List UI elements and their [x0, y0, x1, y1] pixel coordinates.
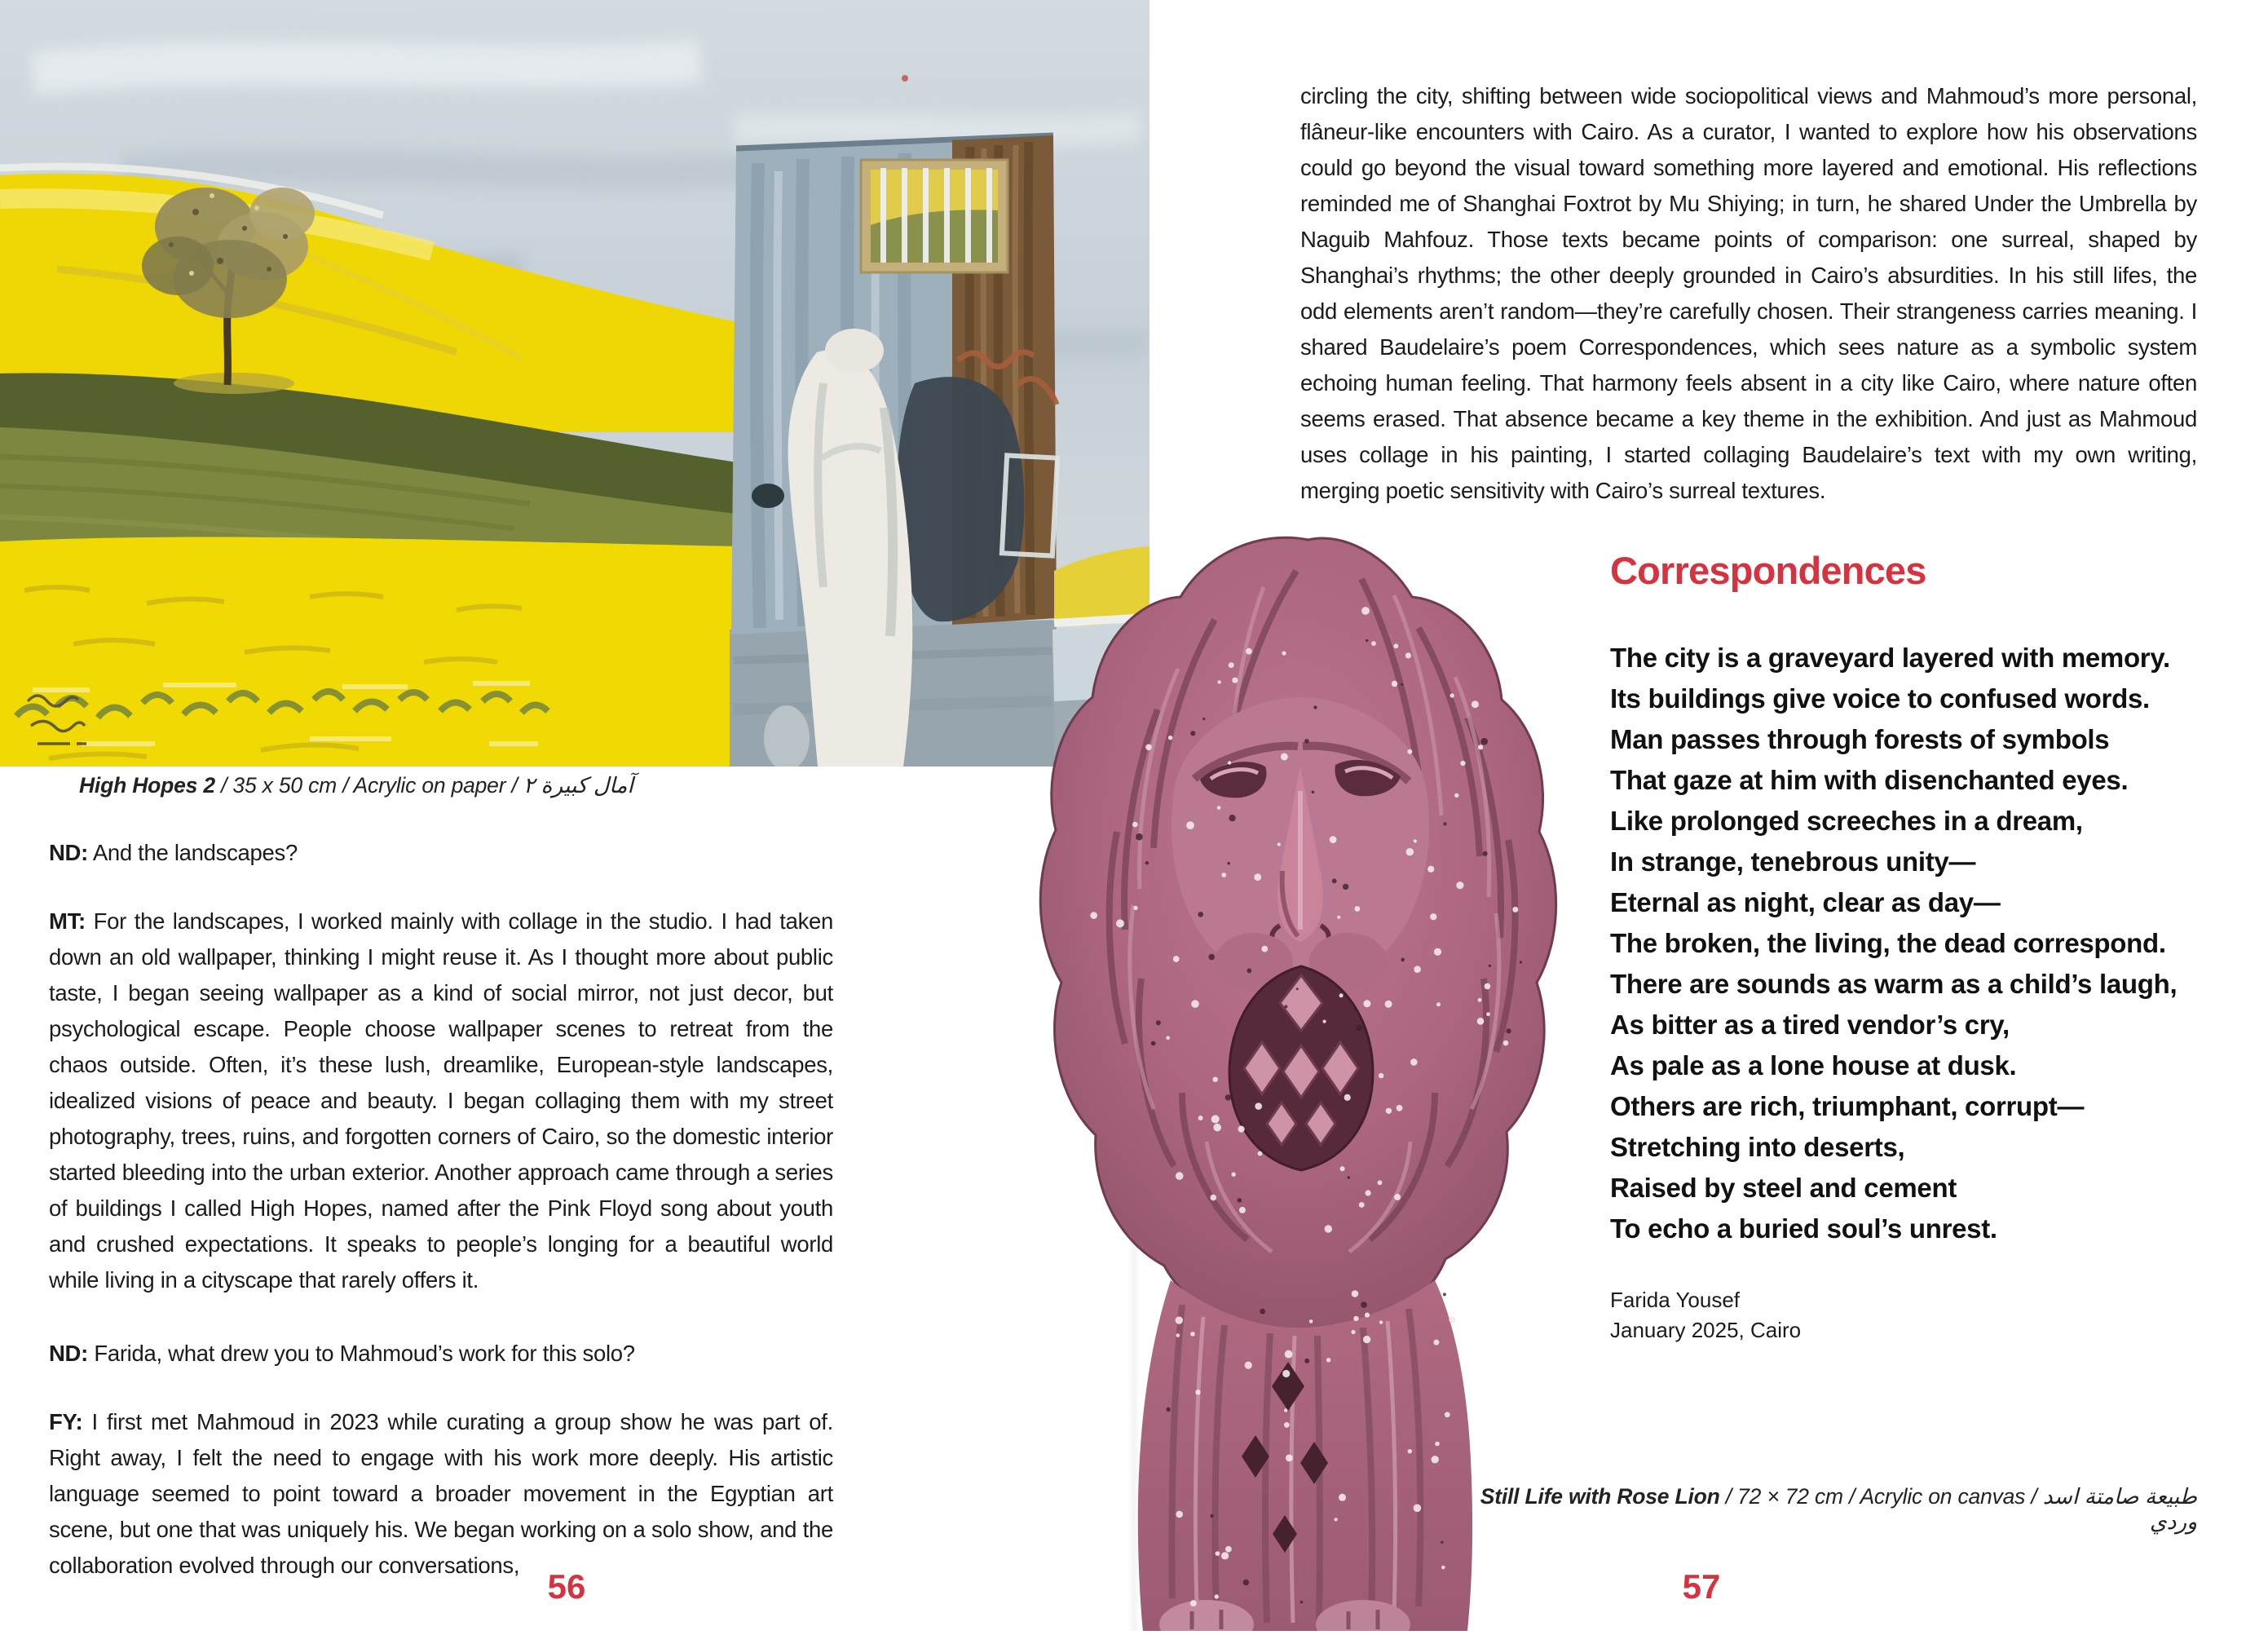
poem-line: The city is a graveyard layered with memory.: [1610, 643, 2170, 673]
interview-answer: [49, 1404, 833, 1584]
building: [730, 135, 1057, 767]
interview-question: [49, 1336, 833, 1372]
interview-column: [49, 835, 833, 1616]
speaker-label: FY:: [49, 1409, 83, 1434]
answer-text: I first met Mahmoud in 2023 while curating a group show he was part of. Right away, I felt the need to engage with his work more deeply. His artistic language seemed to point toward a broader movement in the Egyptian art scene, but one that was uniquely his. We began working on a solo show, and the collaboration evolved through our conversations,: [49, 1409, 833, 1578]
poem-line: To echo a buried soul’s unrest.: [1610, 1213, 1997, 1244]
poem-line: There are sounds as warm as a child’s laugh,: [1610, 969, 2178, 999]
right-caption-arabic: طبيعة صامتة اسد وردي: [2042, 1484, 2197, 1534]
speaker-label: ND:: [49, 1341, 88, 1366]
page-number-left: 56: [547, 1567, 586, 1606]
page-number-right: 57: [1682, 1567, 1721, 1606]
right-caption-title: Still Life with Rose Lion: [1480, 1484, 1720, 1509]
left-caption-details: / 35 x 50 cm / Acrylic on paper /: [214, 773, 523, 798]
left-artwork-caption: [79, 773, 1090, 798]
poem-line: Others are rich, triumphant, corrupt—: [1610, 1091, 2085, 1121]
right-paragraph: circling the city, shifting between wide sociopolitical views and Mahmoud’s more personal, flâneur-like encounters with Cairo. As a curator, I wanted to explore how his observations could go beyond the visual toward something more layered and emotional. His reflections reminded me of Shanghai Foxtrot by Mu Shiying; in turn, he shared Under the Umbrella by Naguib Mahfouz. Those texts became points of comparison: one surreal, shaped by Shanghai’s rhythms; the other deeply grounded in Cairo’s absurdities. In his still lifes, the odd elements aren’t random—they’re carefully chosen. Their strangeness carries meaning. I shared Baudelaire’s poem Correspondences, which sees nature as a symbolic system echoing human feeling. That harmony feels absent in a city like Cairo, where nature often seems erased. That absence became a key theme in the exhibition. And just as Mahmoud uses collage in his painting, I started collaging Baudelaire’s text with my own writing, merging poetic sensitivity with Cairo’s surreal textures.: [1300, 83, 2197, 503]
speaker-label: ND:: [49, 840, 88, 865]
question-text: Farida, what drew you to Mahmoud’s work for this solo?: [94, 1341, 635, 1366]
interview-question: [49, 835, 833, 871]
left-caption-title: High Hopes 2: [79, 773, 215, 798]
poem-line: As pale as a lone house at dusk.: [1610, 1050, 2017, 1080]
barred-window: [861, 160, 1008, 272]
poem-line: Its buildings give voice to confused words.: [1610, 683, 2150, 714]
poem-line: Man passes through forests of symbols: [1610, 724, 2110, 754]
small-animal: [752, 484, 784, 508]
foreground-field: [0, 537, 738, 767]
high-hopes-artwork: [0, 0, 1149, 767]
red-speck: [902, 75, 908, 82]
poem-line: Raised by steel and cement: [1610, 1173, 1957, 1203]
question-text: And the landscapes?: [92, 840, 298, 865]
poem-byline: [1610, 1285, 1801, 1346]
speaker-label: MT:: [49, 908, 86, 934]
right-artwork-caption: [1451, 1484, 2197, 1535]
poem-body: [1610, 638, 2197, 1249]
poem-line: Eternal as night, clear as day—: [1610, 887, 2001, 917]
poem-date: January 2025, Cairo: [1610, 1318, 1802, 1342]
poem-author: Farida Yousef: [1610, 1288, 1741, 1312]
high-hopes-painting: [0, 0, 1149, 767]
poem-title: Correspondences: [1610, 549, 1926, 592]
rose-lion-artwork: [1011, 522, 1598, 1631]
interview-answer: [49, 904, 833, 1298]
poem-line: Stretching into deserts,: [1610, 1132, 1905, 1162]
poem-line: In strange, tenebrous unity—: [1610, 846, 1976, 877]
rose-lion-painting: [1011, 522, 1598, 1631]
poem-line: Like prolonged screeches in a dream,: [1610, 806, 2083, 836]
answer-text: For the landscapes, I worked mainly with collage in the studio. I had taken down an old wallpaper, thinking I might reuse it. As I thought more about public taste, I began seeing wallpaper as a kind of social mirror, not just decor, but psychological escape. People choose wallpaper scenes to retreat from the chaos outside. Often, it’s these lush, dreamlike, European-style landscapes, idealized visions of peace and beauty. I began collaging them with my street photography, trees, ruins, and forgotten corners of Cairo, so the domestic interior started bleeding into the urban exterior. Another approach came through a series of buildings I called High Hopes, named after the Pink Floyd song about youth and crushed expectations. It speaks to people’s longing for a beautiful world while living in a cityscape that rarely offers it.: [49, 908, 834, 1293]
left-caption-arabic: آمال كبيرة ٢: [523, 773, 633, 798]
right-caption-details: / 72 × 72 cm / Acrylic on canvas /: [1719, 1484, 2043, 1509]
poem-line: The broken, the living, the dead correspond.: [1610, 928, 2166, 958]
poem-line: That gaze at him with disenchanted eyes.: [1610, 765, 2129, 795]
poem-line: As bitter as a tired vendor’s cry,: [1610, 1010, 2010, 1040]
